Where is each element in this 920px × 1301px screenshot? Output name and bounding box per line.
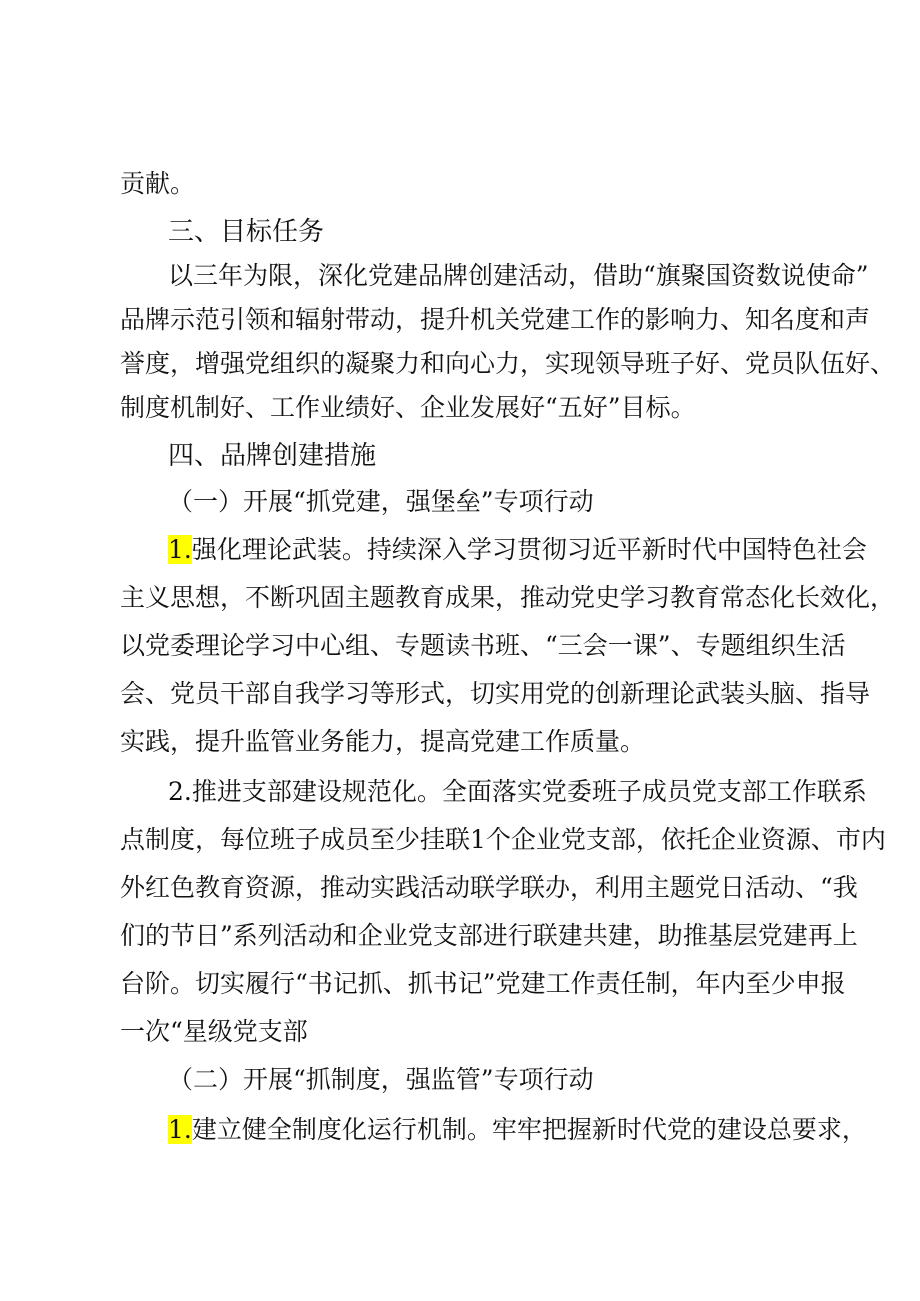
paragraph-line: 以三年为限，深化党建品牌创建活动，借助“旗聚国资数说使命” [168, 261, 869, 290]
paragraph-line: 实践，提升监管业务能力，提高党建工作质量。 [120, 727, 646, 756]
subsection-heading-1: （一）开展“抓党建，强堡垒”专项行动 [168, 487, 594, 516]
paragraph-line: 外红色教育资源，推动实践活动联学联办，利用主题党日活动、“我 [120, 873, 858, 902]
paragraph-line [168, 1110, 867, 1150]
paragraph-line: 台阶。切实履行“书记抓、抓书记”党建工作责任制，年内至少申报 [120, 969, 846, 998]
paragraph-line: 一次“星级党支部 [120, 1017, 308, 1046]
highlighted-number: 1. [168, 1115, 192, 1144]
paragraph-line: 誉度，增强党组织的凝聚力和向心力，实现领导班子好、党员队伍好、 [120, 349, 896, 378]
section-heading-4: 四、品牌创建措施 [168, 441, 377, 471]
paragraph-line: 品牌示范引领和辐射带动，提升机关党建工作的影响力、知名度和声 [120, 305, 871, 334]
paragraph-line: 制度机制好、工作业绩好、企业发展好“五好”目标。 [120, 393, 696, 422]
paragraph-line: 贡献。 [120, 169, 196, 198]
section-heading-3: 三、目标任务 [168, 217, 325, 247]
paragraph-text: 强化理论武装。持续深入学习贯彻习近平新时代中国特色社会 [191, 535, 867, 564]
paragraph-line: 主义思想，不断巩固主题教育成果，推动党史学习教育常态化长效化， [120, 583, 896, 612]
paragraph-line: 2.推进支部建设规范化。全面落实党委班子成员党支部工作联系 [168, 777, 867, 806]
subsection-heading-2: （二）开展“抓制度，强监管”专项行动 [168, 1065, 594, 1094]
paragraph-text: 建立健全制度化运行机制。牢牢把握新时代党的建设总要求， [191, 1115, 867, 1144]
paragraph-line [168, 530, 867, 570]
paragraph-line: 以党委理论学习中心组、专题读书班、“三会一课”、专题组织生活 [120, 631, 846, 660]
highlighted-number: 1. [168, 535, 192, 564]
paragraph-line: 会、党员干部自我学习等形式，切实用党的创新理论武装头脑、指导 [120, 679, 871, 708]
paragraph-line: 点制度，每位班子成员至少挂联1个企业党支部，依托企业资源、市内 [120, 825, 886, 854]
paragraph-line: 们的节日”系列活动和企业党支部进行联建共建，助推基层党建再上 [120, 921, 858, 950]
